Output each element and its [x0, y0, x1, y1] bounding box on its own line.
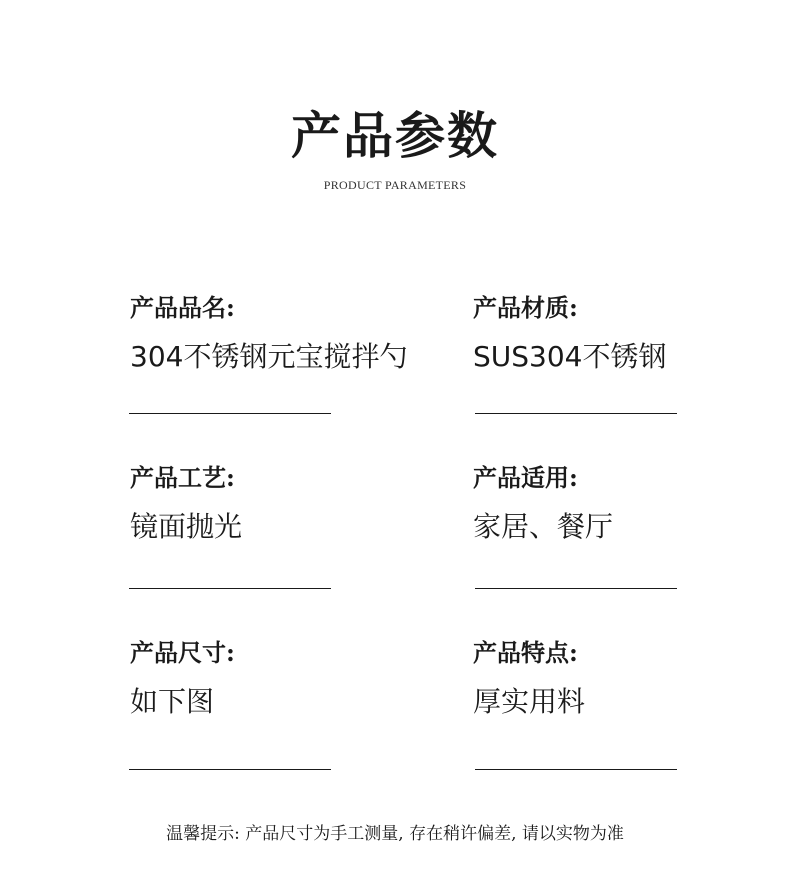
- param-value: 如下图: [130, 685, 215, 718]
- param-label: 产品品名:: [130, 293, 235, 322]
- divider: [475, 769, 677, 770]
- page-title: 产品参数: [291, 106, 499, 165]
- divider: [129, 769, 331, 770]
- param-size: [130, 638, 450, 719]
- param-craft: [130, 463, 450, 544]
- divider: [475, 588, 677, 589]
- divider: [129, 413, 331, 414]
- footer-note: 温馨提示: 产品尺寸为手工测量, 存在稍许偏差, 请以实物为准: [166, 824, 624, 844]
- param-value: 304不锈钢元宝搅拌勺: [130, 340, 408, 373]
- param-usage: [473, 463, 790, 544]
- param-label: 产品尺寸:: [130, 638, 235, 667]
- param-product-name: [130, 293, 450, 374]
- param-label: 产品工艺:: [130, 463, 235, 492]
- divider: [475, 413, 677, 414]
- param-value: 镜面抛光: [130, 510, 243, 543]
- divider: [129, 588, 331, 589]
- param-feature: [473, 638, 790, 719]
- param-value: SUS304不锈钢: [473, 340, 667, 373]
- param-label: 产品特点:: [473, 638, 578, 667]
- param-value: 厚实用料: [473, 685, 586, 718]
- param-material: [473, 293, 790, 374]
- param-label: 产品材质:: [473, 293, 578, 322]
- page-subtitle: PRODUCT PARAMETERS: [323, 178, 467, 192]
- param-value: 家居、餐厅: [473, 510, 614, 543]
- param-label: 产品适用:: [473, 463, 578, 492]
